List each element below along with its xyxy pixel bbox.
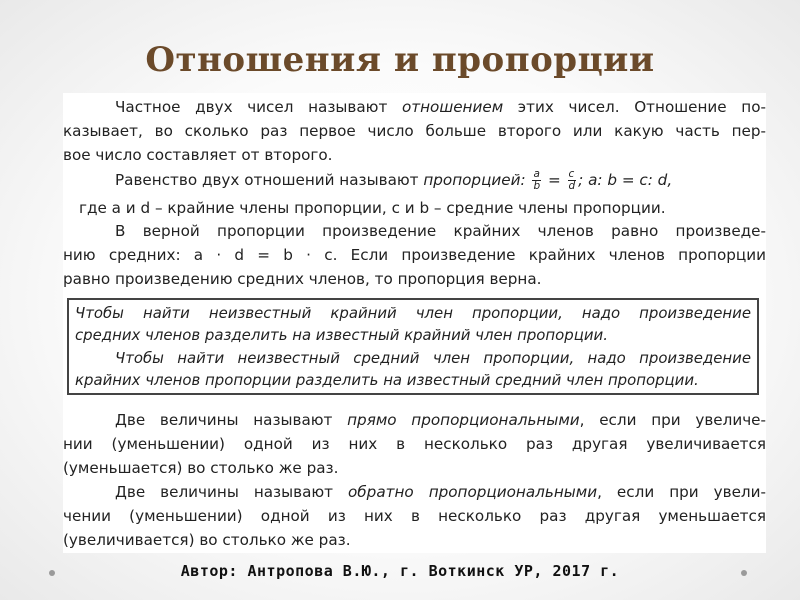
term-direct-proportional: прямо пропорциональными (347, 411, 580, 429)
rule1-line1: Чтобы найти неизвестный крайний член пропорции, надо произведение (75, 304, 751, 322)
para3-line1: В верной пропорции произведение крайних членов равно произведе- (115, 222, 766, 240)
para2-line2: где a и d – крайние члены пропорции, c и b – средние члены пропорции. (79, 199, 666, 217)
para1-line3: вое число составляет от второго. (63, 146, 333, 164)
rule2-line2: крайних членов пропорции разделить на известный средний член пропорции. (75, 371, 699, 389)
para5-text-a: Две величины называют (115, 483, 349, 501)
para4-line1 (63, 408, 766, 432)
para5-text-b: , если при увели- (597, 483, 766, 501)
equals-sign: = (547, 171, 561, 189)
rule1-line2: средних членов разделить на известный крайний член пропорции. (75, 326, 608, 344)
fraction-c-d: $\frac{c}{d}$ (568, 168, 576, 192)
proportion-colon-form: ; a: b = c: d, (578, 171, 673, 189)
para1-text-a: Частное двух чисел называют (115, 98, 402, 116)
para1-line2: казывает, во сколько раз первое число больше второго или какую часть пер- (63, 122, 766, 140)
rules-box (67, 298, 759, 395)
para5-line3: (увеличивается) во столько же раз. (63, 531, 351, 549)
term-inverse-proportional: обратно пропорциональными (348, 483, 598, 501)
term-proportion: пропорцией: (423, 171, 526, 189)
rule2-line1: Чтобы найти неизвестный средний член пропорции, надо произведение (115, 349, 751, 367)
author-footer: Автор: Антропова В.Ю., г. Воткинск УР, 2017 г. (180, 562, 620, 580)
para4-text-a: Две величины называют (115, 411, 348, 429)
para3-line2: нию средних: a · d = b · c. Если произведение крайних членов пропорции (63, 246, 766, 264)
para2-line1 (63, 165, 766, 195)
para4-line3: (уменьшается) во столько же раз. (63, 459, 339, 477)
para1-text-b: этих чисел. Отношение по- (503, 98, 766, 116)
footer-bullet-right (741, 570, 747, 576)
para3-line3: равно произведению средних членов, то пропорция верна. (63, 270, 542, 288)
term-ratio: отношением (401, 98, 504, 116)
fraction-a-b: $\frac{a}{b}$ (533, 168, 541, 192)
para4-line2: нии (уменьшении) одной из них в несколько раз другая увеличивается (63, 435, 766, 453)
para1-line1 (63, 95, 766, 119)
para2-text-a: Равенство двух отношений называют (115, 171, 424, 189)
para4-text-b: , если при увеличе- (579, 411, 766, 429)
page-title: Отношения и пропорции (145, 40, 655, 80)
para5-line2: чении (уменьшении) одной из них в несколько раз другая уменьшается (63, 507, 766, 525)
para5-line1 (63, 480, 766, 504)
